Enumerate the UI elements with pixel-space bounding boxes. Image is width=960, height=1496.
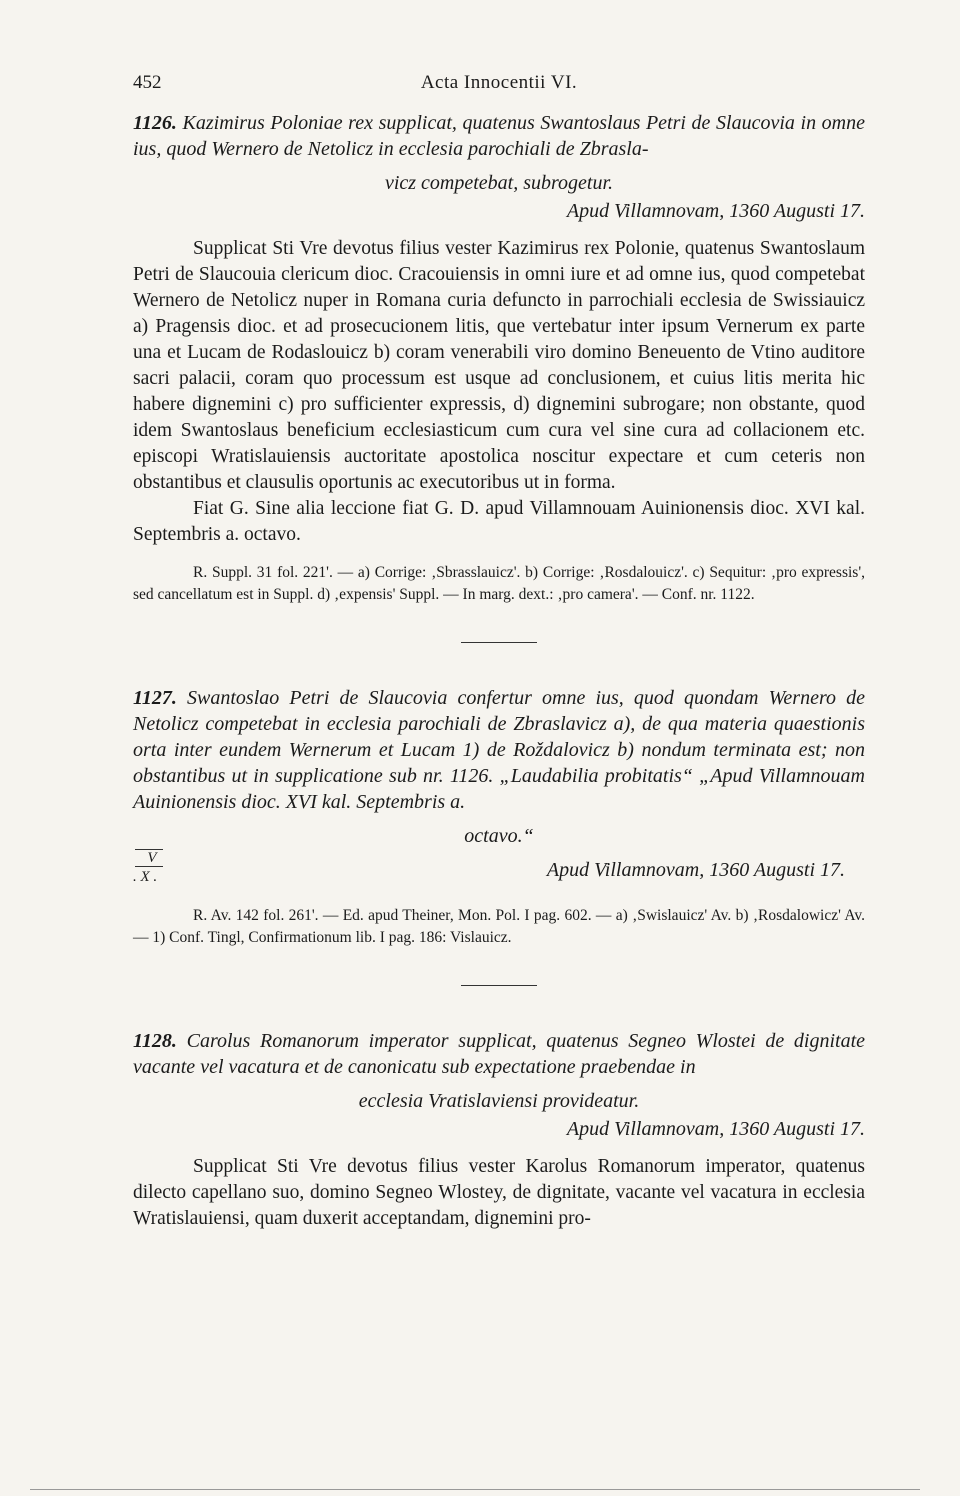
- summary-last-line: vicz competebat, subrogetur.: [384, 172, 614, 194]
- entry-1128: [133, 1028, 865, 1232]
- body-paragraph: Supplicat Sti Vre devotus filius vester Karolus Romanorum imperator, quatenus dilecto capellano suo, domino Segneo Wlostey, de dignitate, vacante vel vacatura in ecclesia Wratislauiensi, quam duxerit acceptandam, dignemini pro-: [133, 1156, 865, 1229]
- body-paragraph: Supplicat Sti Vre devotus filius vester Kazimirus rex Polonie, quatenus Swantoslaum Petri de Slaucouia clericum dioc. Cracouiensis in omni iure et ad omne ius, quod competebat Wernero de Netolicz nuper in Romana curia defuncto in parrochiali ecclesia de Swissiauicz a) Pragensis dioc. et ad prosecucionem litis, que vertebatur inter ipsum Vernerum ex parte una et Lucam de Rodaslouicz b) coram venerabili viro domino Beneuento de Vtino auditore sacri palacii, coram quo processum est usque ad conclusionem, et cuius litis merita hic habere dignemini c) pro sufficienter expressis, d) dignemini subrogare; non obstante, quod idem Swantoslaus beneficium ecclesiasticum cum cura vel sine cura ad collacionem etc. episcopi Wratislauiensis auctoritate apostolica noscitur expectare et cum ceteris non obstantibus et clausulis oportunis ac executoribus ut in forma.: [133, 238, 865, 493]
- entry-body: [133, 236, 865, 548]
- dateline: Apud Villamnovam, 1360 Augusti 17.: [546, 859, 845, 881]
- document-page: [133, 72, 865, 1232]
- running-title: Acta Innocentii VI.: [420, 72, 578, 93]
- entry-summary: [133, 110, 865, 162]
- margin-v: V: [135, 849, 163, 867]
- dateline: Apud Villamnovam, 1360 Augusti 17.: [566, 1118, 865, 1140]
- entry-1126: [133, 110, 865, 606]
- entry-number: 1127.: [133, 687, 177, 709]
- apparatus-notes: R. Av. 142 fol. 261'. — Ed. apud Theiner, Mon. Pol. I pag. 602. — a) ‚Swislauicz' Av. b) ‚Rosdalowicz' Av. — 1) Conf. Tingl, Confirmationum lib. I pag. 186: Vislauicz.: [133, 907, 865, 946]
- summary-text: Kazimirus Poloniae rex supplicat, quatenus Swantoslaus Petri de Slaucovia in omne ius, quod Wernero de Netolicz in ecclesia parochiali de Zbrasla-: [133, 112, 865, 160]
- dateline: Apud Villamnovam, 1360 Augusti 17.: [566, 200, 865, 222]
- body-paragraph-fiat: Fiat G. Sine alia leccione fiat G. D. apud Villamnouam Auinionensis dioc. XVI kal. Septembris a. octavo.: [133, 498, 865, 545]
- apparatus-notes: R. Suppl. 31 fol. 221'. — a) Corrige: ‚Sbrasslauicz'. b) Corrige: ‚Rosdalouicz'. c) Sequitur: ‚pro expressis', sed cancellatum est in Suppl. d) ‚expensis' Suppl. — In marg. dext.: ‚pro camera'. — Conf. nr. 1122.: [133, 564, 865, 603]
- entry-number: 1126.: [133, 112, 177, 134]
- summary-last-line: ecclesia Vratislaviensi provideatur.: [358, 1090, 640, 1112]
- summary-last-line: octavo.“: [464, 825, 534, 847]
- page-edge-line: [30, 1489, 920, 1490]
- margin-annotation: [133, 849, 193, 885]
- margin-row: [133, 849, 865, 891]
- summary-text: Swantoslao Petri de Slaucovia confertur omne ius, quod quondam Wernero de Netolicz competebat in ecclesia parochiali de Zbraslavicz a), de qua materia quaestionis orta inter eundem Wernerum et Lucam 1) de Roždalovicz b) nondum terminata est; non obstantibus ut in supplicatione sub nr. 1126. „Laudabilia probitatis“ „Apud Villamnouam Auinionensis dioc. XVI kal. Septembris a.: [133, 687, 865, 813]
- entry-1127: [133, 685, 865, 949]
- page-number: 452: [133, 72, 162, 93]
- entry-summary: [133, 1028, 865, 1080]
- entry-number: 1128.: [133, 1030, 177, 1052]
- entry-body: [133, 1154, 865, 1232]
- entry-summary: [133, 685, 865, 815]
- summary-text: Carolus Romanorum imperator supplicat, quatenus Segneo Wlostei de dignitate vacante vel vacatura et de canonicatu sub expectatione praebendae in: [133, 1030, 866, 1078]
- margin-x: . X .: [133, 869, 158, 885]
- running-header: [133, 72, 865, 102]
